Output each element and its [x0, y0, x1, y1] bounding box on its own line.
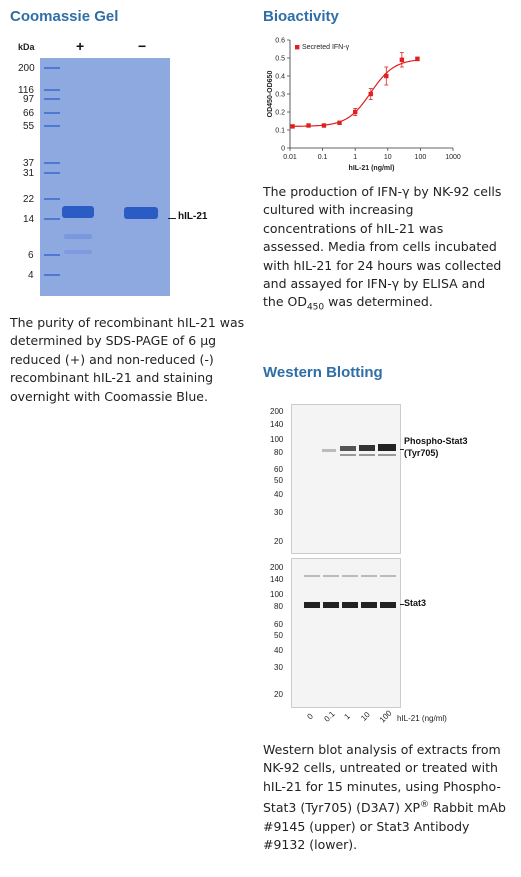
- upper-label-2: (Tyr705): [404, 448, 439, 458]
- band-reduced-faint: [64, 234, 92, 239]
- lower-marker-80: 80: [274, 602, 283, 611]
- upper-marker-140: 140: [270, 420, 284, 429]
- western-caption-sup: ®: [420, 800, 430, 811]
- coomassie-gel-figure: [10, 38, 210, 300]
- data-point: [369, 92, 373, 96]
- marker-116: 116: [18, 85, 34, 96]
- band-nonreduced: [124, 207, 158, 219]
- lane-label-1: 0.1: [322, 709, 337, 724]
- lane-label-2: 1: [342, 711, 352, 722]
- marker-200: 200: [18, 63, 35, 74]
- upper-bands: [322, 444, 396, 456]
- band-label: hIL-21: [178, 211, 208, 222]
- lower-label: Stat3: [404, 598, 427, 608]
- lower-marker-100: 100: [270, 590, 284, 599]
- y-tick-label: 0.5: [275, 55, 285, 63]
- bioactivity-heading: Bioactivity: [263, 8, 339, 25]
- marker-97: 97: [23, 94, 35, 105]
- coomassie-caption: The purity of recombinant hIL-21 was determined by SDS-PAGE of 6 µg reduced (+) and non-reduced (-) recombinant hIL-21 and staining overnight with Coomassie Blue.: [10, 315, 245, 404]
- bioactivity-caption-sub: 450: [306, 302, 325, 313]
- western-lower-blot: [263, 558, 513, 708]
- x-axis-label: hIL-21 (ng/ml): [348, 165, 395, 172]
- marker-ladder: [44, 67, 60, 276]
- band-pointer: [168, 218, 176, 219]
- band-reduced-faint-2: [64, 250, 92, 254]
- lane-labels: [263, 708, 513, 728]
- lower-marker-200: 200: [270, 563, 284, 572]
- lane-minus-label: −: [138, 38, 147, 54]
- lane-plus-label: +: [76, 38, 85, 54]
- marker-4: 4: [28, 270, 34, 281]
- data-point: [306, 123, 310, 127]
- marker-22: 22: [23, 194, 35, 205]
- y-tick-label: 0.1: [275, 127, 285, 135]
- upper-marker-200: 200: [270, 407, 284, 416]
- y-tick-label: 0.4: [275, 73, 285, 81]
- gel-image: [40, 58, 170, 296]
- bioactivity-caption-text: The production of IFN-γ by NK-92 cells cultured with increasing concentrations of hIL-21 was assessed. Media from cells incubated with hIL-21 for 24 hours was collected and assayed for IFN-γ by ELISA and the OD: [263, 184, 502, 310]
- kda-label: kDa: [18, 42, 35, 52]
- marker-6: 6: [28, 250, 34, 261]
- data-point: [400, 58, 404, 62]
- lower-blot-svg: [292, 559, 400, 707]
- y-tick-label: 0.2: [275, 109, 285, 117]
- lower-marker-140: 140: [270, 575, 284, 584]
- y-tick-label: 0.6: [275, 37, 285, 45]
- x-tick-label: 1000: [445, 154, 461, 161]
- x-tick-label: 1: [353, 154, 358, 161]
- upper-marker-50: 50: [274, 476, 283, 485]
- lane-label-4: 100: [377, 708, 394, 725]
- western-caption-end: Rabbit mAb #9145 (upper) or Stat3 Antibody #9132 (lower).: [263, 800, 506, 853]
- x-tick-label: 0.1: [317, 154, 328, 161]
- marker-14: 14: [23, 214, 35, 225]
- x-tick-label: 100: [414, 154, 427, 161]
- western-upper-blot: [263, 404, 513, 554]
- data-point: [290, 124, 294, 128]
- data-point: [353, 110, 357, 114]
- lower-marker-20: 20: [274, 690, 283, 699]
- upper-blot-image: [291, 404, 401, 554]
- marker-37: 37: [23, 158, 35, 169]
- upper-blot-svg: [292, 405, 400, 553]
- upper-marker-40: 40: [274, 490, 283, 499]
- bioactivity-caption: [263, 183, 508, 317]
- upper-marker-100: 100: [270, 435, 284, 444]
- lane-axis-label: hIL-21 (ng/ml): [397, 714, 447, 723]
- upper-marker-20: 20: [274, 537, 283, 546]
- western-heading: Western Blotting: [263, 364, 383, 381]
- data-point: [337, 121, 341, 125]
- y-tick-label: 0: [281, 145, 285, 153]
- upper-label-1: Phospho-Stat3: [404, 436, 468, 446]
- bioactivity-caption-end: was determined.: [324, 294, 433, 310]
- data-point: [384, 74, 388, 78]
- lane-label-0: 0: [305, 711, 315, 722]
- marker-66: 66: [23, 108, 35, 119]
- x-tick-label: 10: [383, 154, 392, 161]
- lower-marker-40: 40: [274, 646, 283, 655]
- band-reduced: [62, 206, 94, 218]
- x-tick-label: 0.01: [283, 154, 297, 161]
- lower-bands: [304, 575, 396, 608]
- data-point: [322, 123, 326, 127]
- western-caption-text: Western blot analysis of extracts from NK-92 cells, untreated or treated with hIL-21 for 15 minutes, using Phospho-Stat3 (Tyr705) (D3A7) XP: [263, 742, 501, 816]
- gel-svg: [40, 58, 170, 296]
- western-caption: [263, 741, 508, 855]
- bioactivity-chart: [263, 34, 463, 172]
- y-axis-label: OD450-OD650: [267, 70, 274, 118]
- upper-marker-60: 60: [274, 465, 283, 474]
- lower-marker-60: 60: [274, 620, 283, 629]
- upper-marker-30: 30: [274, 508, 283, 517]
- lower-marker-30: 30: [274, 663, 283, 672]
- upper-marker-80: 80: [274, 448, 283, 457]
- legend-swatch: [295, 45, 299, 49]
- coomassie-heading: Coomassie Gel: [10, 8, 119, 25]
- legend-label: Secreted IFN-γ: [302, 44, 350, 51]
- marker-31: 31: [23, 168, 35, 179]
- marker-55: 55: [23, 121, 35, 132]
- lower-blot-image: [291, 558, 401, 708]
- data-point: [415, 57, 419, 61]
- lane-label-3: 10: [359, 710, 372, 723]
- series-fit-curve: [293, 60, 419, 126]
- y-tick-label: 0.3: [275, 91, 285, 99]
- lower-marker-50: 50: [274, 631, 283, 640]
